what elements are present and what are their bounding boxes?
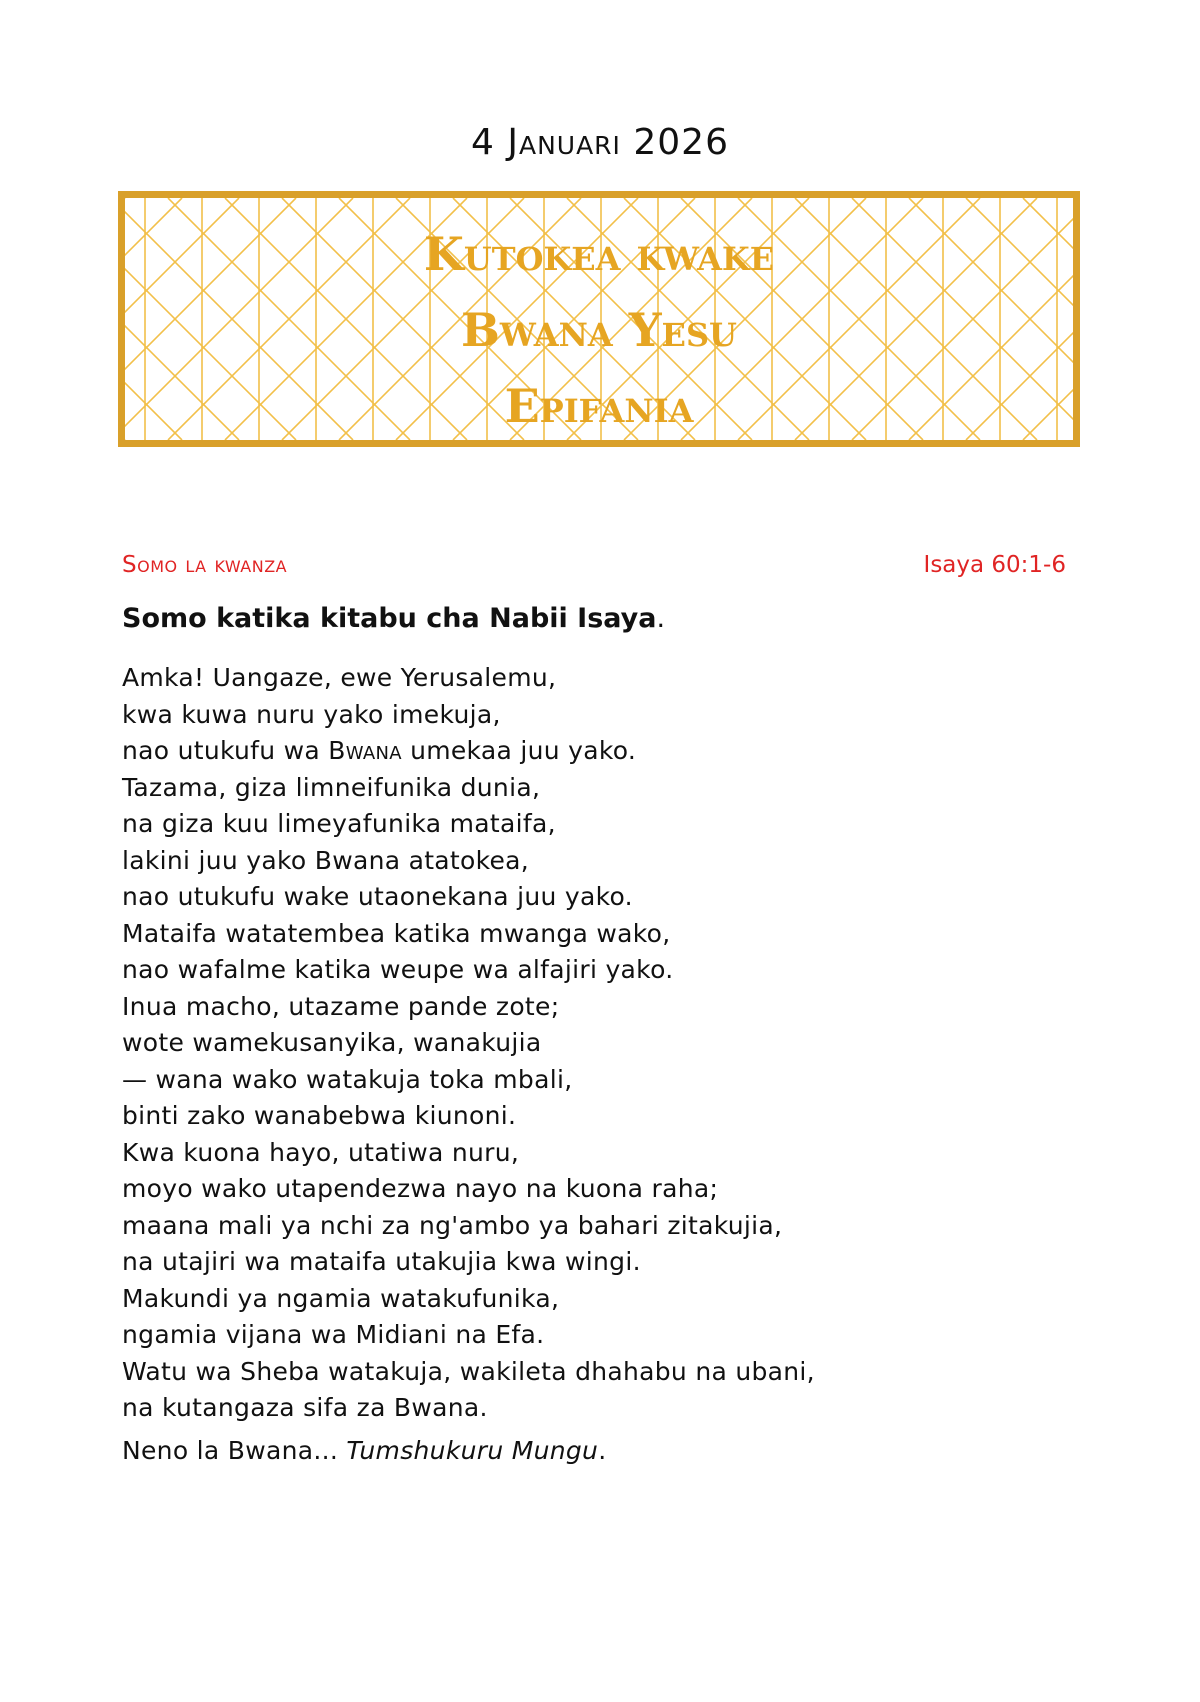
verse-line: Tazama, giza limneifunika dunia, <box>122 772 541 802</box>
feast-banner <box>118 191 1080 447</box>
verse-line: Kwa kuona hayo, utatiwa nuru, <box>122 1137 520 1167</box>
verse-line: Makundi ya ngamia watakufunika, <box>122 1283 560 1313</box>
verse-line: kwa kuwa nuru yako imekuja, <box>122 699 501 729</box>
closing-text: Neno la Bwana... <box>122 1436 347 1465</box>
verse-line: nao utukufu wa Bwana umekaa juu yako. <box>122 736 637 765</box>
section-label: Somo la kwanza <box>122 552 288 578</box>
feast-title-line-2: Bwana Yesu <box>461 303 737 357</box>
verse-line: — wana wako watakuja toka mbali, <box>122 1064 573 1094</box>
feast-title-line-1: Kutokea kwake <box>423 227 775 281</box>
verse-line: binti zako wanabebwa kiunoni. <box>122 1101 517 1130</box>
verse-line: wote wamekusanyika, wanakujia <box>122 1028 542 1057</box>
feast-title <box>125 216 1073 444</box>
reading-text <box>122 660 1082 1427</box>
verse-line: moyo wako utapendezwa nayo na kuona raha; <box>122 1174 719 1203</box>
verse-line: Inua macho, utazame pande zote; <box>122 991 560 1021</box>
verse-line: Amka! Uangaze, ewe Yerusalemu, <box>122 663 557 692</box>
feast-title-line-3: Epifania <box>504 379 694 433</box>
divine-name: Bwana <box>328 736 402 765</box>
reading-title <box>122 603 665 634</box>
verse-line: na utajiri wa mataifa utakujia kwa wingi. <box>122 1247 641 1276</box>
verse-line: na kutangaza sifa za Bwana. <box>122 1393 488 1422</box>
verse-line: Watu wa Sheba watakuja, wakileta dhahabu na ubani, <box>122 1356 815 1386</box>
verse-line: na giza kuu limeyafunika mataifa, <box>122 809 556 838</box>
verse-line: ngamia vijana wa Midiani na Efa. <box>122 1320 545 1349</box>
closing-response: Tumshukuru Mungu <box>346 1436 599 1465</box>
section-header <box>122 552 1066 582</box>
closing-acclamation <box>122 1436 606 1465</box>
verse-line: nao wafalme katika weupe wa alfajiri yako. <box>122 955 674 984</box>
reading-title-text: Somo katika kitabu cha Nabii Isaya <box>122 603 657 634</box>
closing-end: . <box>598 1436 607 1465</box>
reading-title-period: . <box>656 603 666 634</box>
verse-line: nao utukufu wake utaonekana juu yako. <box>122 882 633 911</box>
scripture-reference: Isaya 60:1-6 <box>923 552 1066 578</box>
verse-line: Mataifa watatembea katika mwanga wako, <box>122 918 671 948</box>
reading-date: 4 Januari 2026 <box>471 122 729 163</box>
verse-line: maana mali ya nchi za ng'ambo ya bahari zitakujia, <box>122 1210 783 1240</box>
verse-line: lakini juu yako Bwana atatokea, <box>122 845 530 875</box>
